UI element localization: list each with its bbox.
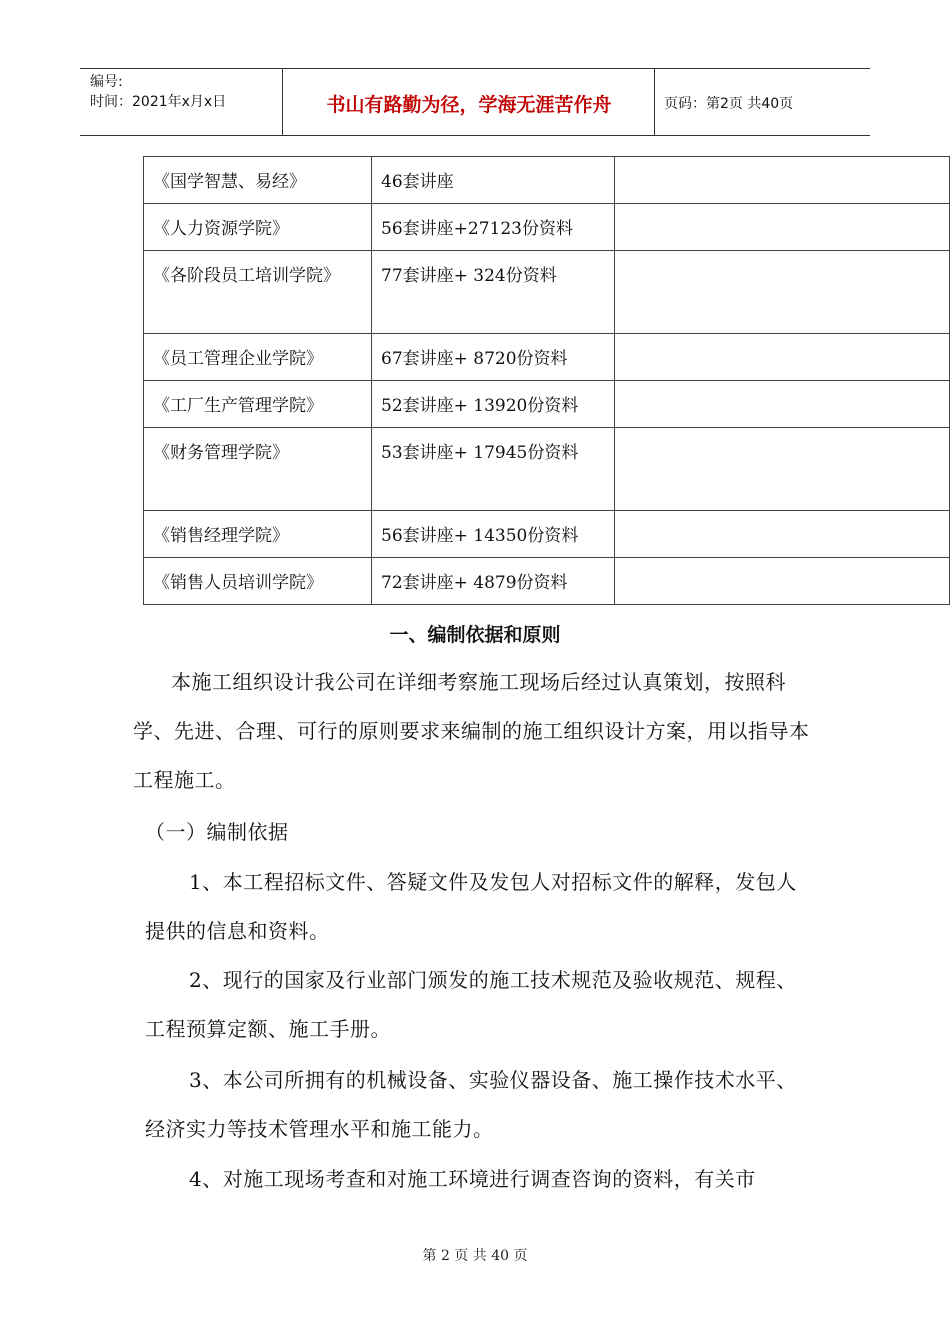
document-date: 时间：2021年x月x日 — [90, 94, 227, 110]
header-divider-right — [654, 68, 655, 136]
table-cell-name: 《各阶段员工培训学院》 — [144, 251, 372, 334]
table-cell-content: 46套讲座 — [372, 157, 615, 204]
section-title: 一、编制依据和原则 — [389, 624, 561, 646]
table-cell-content: 53套讲座+ 17945份资料 — [372, 428, 615, 511]
header-motto: 书山有路勤为径，学海无涯苦作舟 — [326, 94, 612, 116]
table-cell-name: 《员工管理企业学院》 — [144, 334, 372, 381]
basis-item: 1、本工程招标文件、答疑文件及发包人对招标文件的解释，发包人提供的信息和资料。 — [145, 870, 797, 943]
table-row — [144, 428, 950, 511]
header-meta — [90, 72, 226, 112]
table-cell-content: 72套讲座+ 4879份资料 — [372, 558, 615, 605]
table-cell-note — [615, 157, 950, 204]
header-divider-left — [282, 68, 283, 136]
table-cell-note — [615, 558, 950, 605]
table-cell-note — [615, 334, 950, 381]
intro-paragraph: 本施工组织设计我公司在详细考察施工现场后经过认真策划，按照科学、先进、合理、可行的原则要求来编制的施工组织设计方案，用以指导本工程施工。 — [133, 670, 810, 792]
table-cell-content: 56套讲座+27123份资料 — [372, 204, 615, 251]
page-footer: 第 2 页 共 40 页 — [422, 1248, 528, 1264]
table-cell-note — [615, 251, 950, 334]
table-row — [144, 334, 950, 381]
basis-item: 3、本公司所拥有的机械设备、实验仪器设备、施工操作技术水平、经济实力等技术管理水平和施工能力。 — [145, 1068, 797, 1141]
table-row — [144, 511, 950, 558]
table-cell-note — [615, 381, 950, 428]
table-cell-content: 56套讲座+ 14350份资料 — [372, 511, 615, 558]
table-cell-note — [615, 511, 950, 558]
table-cell-content: 77套讲座+ 324份资料 — [372, 251, 615, 334]
table-cell-name: 《工厂生产管理学院》 — [144, 381, 372, 428]
table-cell-note — [615, 204, 950, 251]
table-cell-content: 67套讲座+ 8720份资料 — [372, 334, 615, 381]
table-cell-name: 《财务管理学院》 — [144, 428, 372, 511]
header-bottom-rule — [80, 135, 870, 136]
header-page-info: 页码：第2页 共40页 — [664, 96, 794, 112]
table-cell-note — [615, 428, 950, 511]
table-row — [144, 381, 950, 428]
table-cell-name: 《人力资源学院》 — [144, 204, 372, 251]
table-cell-name: 《销售经理学院》 — [144, 511, 372, 558]
course-table — [143, 156, 950, 605]
basis-item: 2、现行的国家及行业部门颁发的施工技术规范及验收规范、规程、工程预算定额、施工手册。 — [145, 968, 797, 1041]
basis-item: 4、对施工现场考查和对施工环境进行调查咨询的资料，有关市 — [189, 1167, 756, 1191]
table-row — [144, 157, 950, 204]
table-cell-name: 《销售人员培训学院》 — [144, 558, 372, 605]
subsection-title: （一）编制依据 — [145, 820, 289, 844]
header-top-rule — [80, 68, 870, 69]
table-row — [144, 204, 950, 251]
table-row — [144, 251, 950, 334]
table-cell-content: 52套讲座+ 13920份资料 — [372, 381, 615, 428]
document-number: 编号: — [90, 74, 123, 90]
table-row — [144, 558, 950, 605]
table-cell-name: 《国学智慧、易经》 — [144, 157, 372, 204]
